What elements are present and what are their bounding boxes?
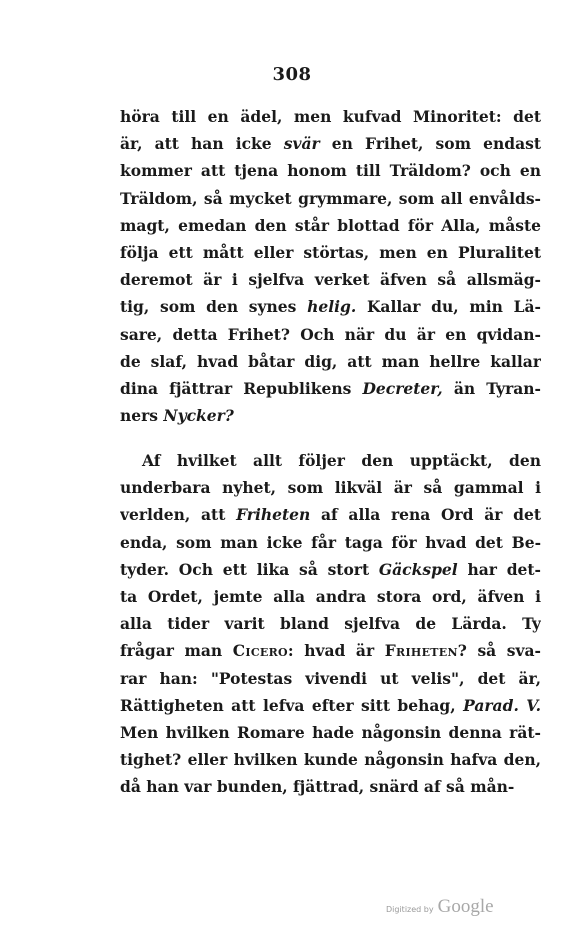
text-line [120, 348, 541, 375]
text-line [120, 719, 541, 746]
text-line [120, 212, 541, 239]
text-run: sare, detta Frihet? Och när du är en qvidan- [120, 324, 541, 344]
text-line [120, 375, 541, 402]
google-logo: Google [437, 896, 494, 917]
text-run: af alla rena Ord är det [310, 505, 541, 525]
text-line [120, 637, 541, 664]
text-line [120, 692, 541, 719]
text-line [120, 556, 541, 583]
paragraph-1 [120, 103, 541, 429]
text-run: ners [120, 406, 164, 426]
text-run: Rättigheten att lefva efter sitt behag, [120, 695, 464, 715]
text-run: frågar man [120, 641, 233, 661]
text-run: magt, emedan den står blottad för Alla, måste [120, 215, 541, 235]
text-run: underbara nyhet, som likväl är så gammal i [120, 478, 541, 498]
text-line [120, 583, 541, 610]
text-line [120, 529, 541, 556]
text-run: har det- [457, 559, 541, 579]
text-line [120, 447, 541, 474]
text-line [120, 266, 541, 293]
paragraph-2 [120, 447, 541, 800]
text-run: alla tider varit bland sjelfva de Lärda. Ty [120, 614, 541, 634]
text-run: kommer att tjena honom till Träldom? och en [120, 161, 541, 181]
text-run: de slaf, hvad båtar dig, att man hellre kallar [120, 351, 541, 371]
italic-term: Gäckspel [378, 559, 458, 579]
text-line [120, 321, 541, 348]
text-line [120, 103, 541, 130]
text-line [120, 185, 541, 212]
watermark-small-text: Digitized by [386, 905, 434, 914]
text-line [120, 773, 541, 800]
small-caps-term: Friheten [384, 641, 458, 661]
text-line [120, 610, 541, 637]
text-line [120, 746, 541, 773]
text-run: ? så sva- [457, 641, 541, 661]
text-run: tig, som den synes [120, 297, 308, 317]
text-line [120, 474, 541, 501]
text-run: en Frihet, som endast [319, 134, 541, 154]
small-caps-term: Cicero [232, 641, 288, 661]
digitized-by-google-watermark [386, 896, 494, 918]
text-run: än Tyran- [442, 378, 541, 398]
text-run: ta Ordet, jemte alla andra stora ord, äfven i [120, 586, 541, 606]
text-run: rar han: "Potestas vivendi ut velis", det är, [120, 668, 541, 688]
text-line [120, 402, 541, 429]
text-run: enda, som man icke får taga för hvad det Be- [120, 532, 541, 552]
italic-term: Parad. V. [463, 695, 541, 715]
text-run: dina fjättrar Republikens [120, 378, 363, 398]
text-run: följa ett mått eller störtas, men en Pluralitet [120, 242, 541, 262]
italic-term: helig. [307, 297, 357, 317]
text-run: höra till en ädel, men kufvad Minoritet: det [120, 107, 541, 126]
text-line [120, 293, 541, 320]
text-run: då han var bunden, fjättrad, snärd af så mån- [120, 777, 515, 797]
text-run: tyder. Och ett lika så stort [120, 559, 379, 579]
text-run: verlden, att [120, 505, 237, 525]
italic-term: svär [283, 134, 320, 154]
text-run: Men hvilken Romare hade någonsin denna rät- [120, 722, 541, 742]
text-run: : hvad är [287, 641, 385, 661]
italic-term: Nycker? [163, 406, 234, 426]
page-number: 308 [272, 64, 312, 85]
italic-term: Decreter, [362, 378, 443, 398]
text-line [120, 501, 541, 528]
text-run: är, att han icke [120, 134, 284, 154]
italic-term: Friheten [236, 505, 311, 525]
text-run: Af hvilket allt följer den upptäckt, den [142, 451, 541, 470]
text-run: deremot är i sjelfva verket äfven så allsmäg- [120, 270, 541, 290]
text-line [120, 130, 541, 157]
text-line [120, 239, 541, 266]
text-line [120, 157, 541, 184]
text-run: Kallar du, min Lä- [356, 297, 541, 317]
text-line [120, 665, 541, 692]
text-run: Träldom, så mycket grymmare, som all envålds- [120, 188, 541, 208]
text-run: tighet? eller hvilken kunde någonsin hafva den, [120, 750, 541, 770]
